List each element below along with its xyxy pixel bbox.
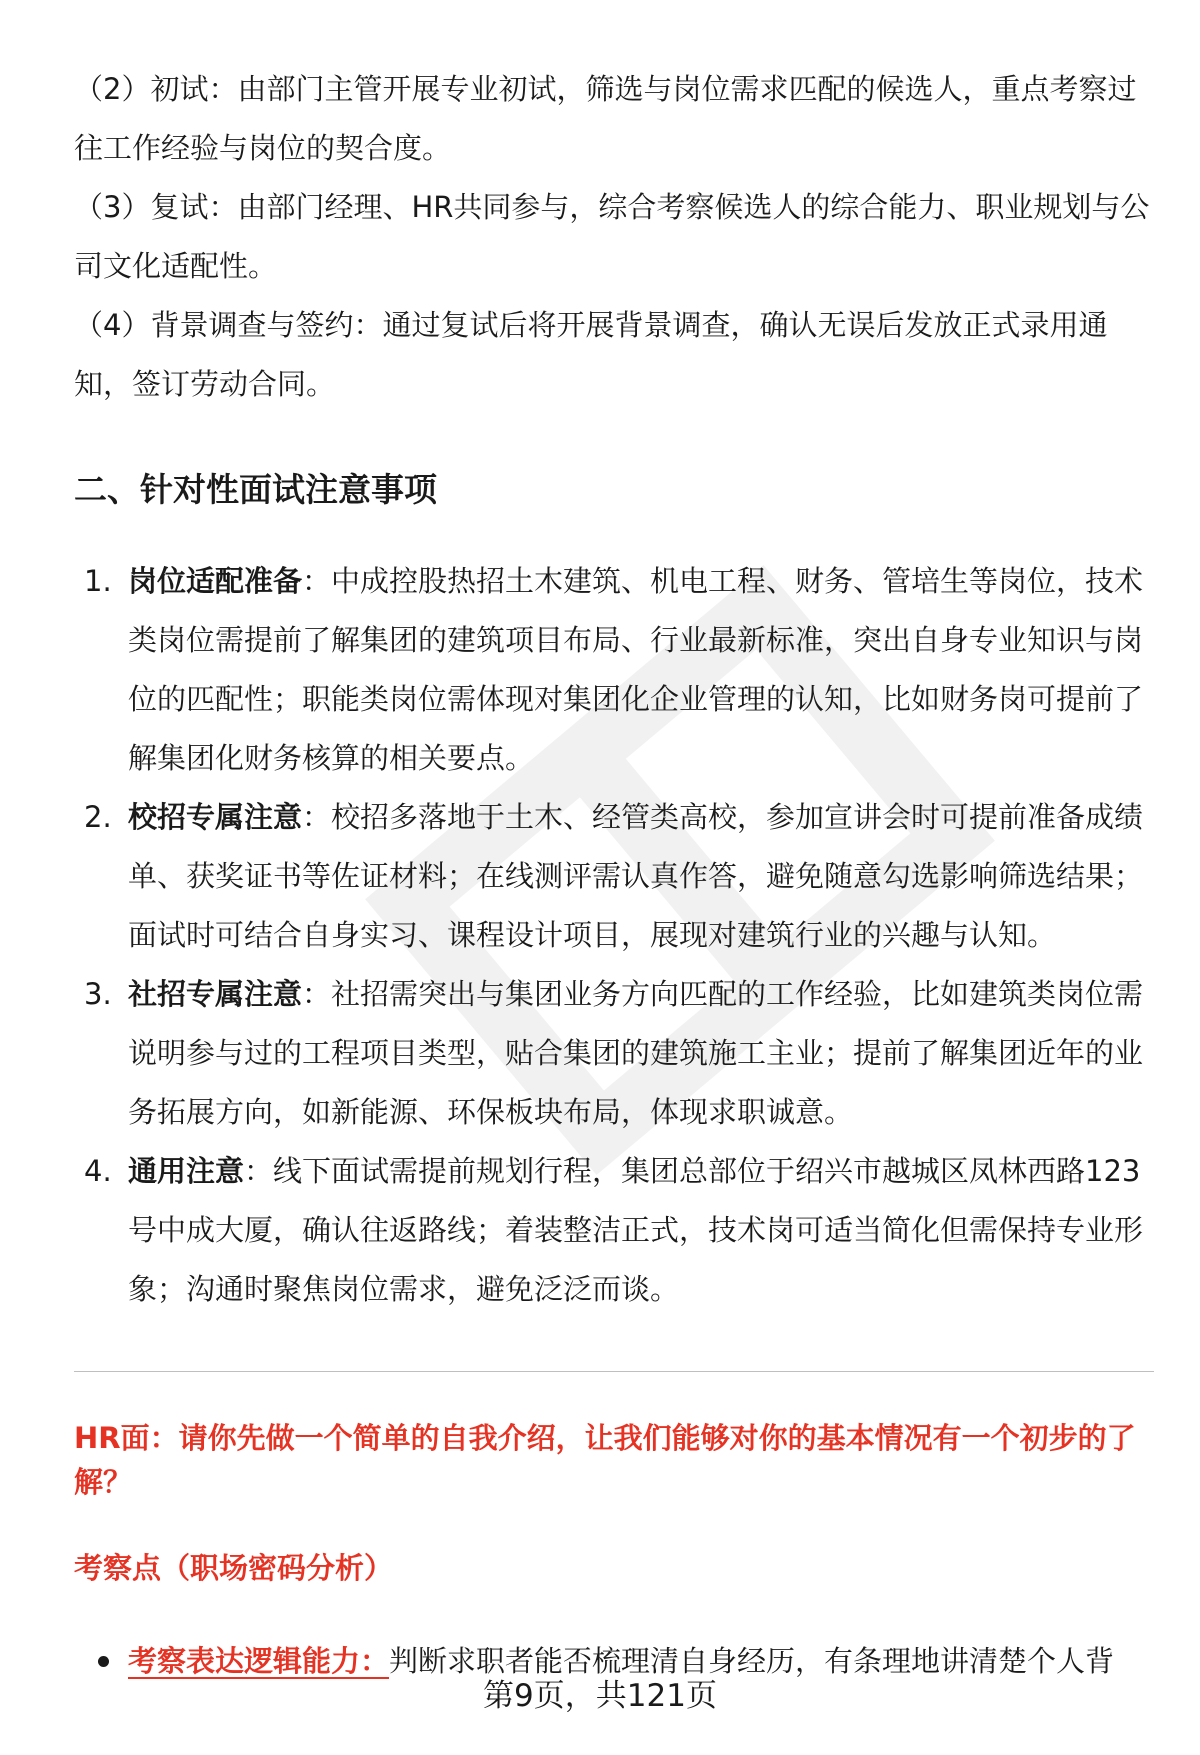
bullet-dot-icon <box>98 1656 109 1667</box>
item-text: ：线下面试需提前规划行程，集团总部位于绍兴市越城区凤林西路123号中成大厦，确认往返路线；着装整洁正式，技术岗可适当简化但需保持专业形象；沟通时聚焦岗位需求，避免泛泛而谈。 <box>128 1154 1144 1306</box>
bullet-lead: 考察表达逻辑能力： <box>128 1644 390 1678</box>
document-page <box>74 0 1154 1686</box>
item-lead: 通用注意 <box>128 1154 245 1188</box>
list-number: 2. <box>84 800 112 834</box>
section-title: 二、针对性面试注意事项 <box>74 470 437 509</box>
analysis-title: 考察点（职场密码分析） <box>74 1551 394 1585</box>
hr-question: HR面：请你先做一个简单的自我介绍，让我们能够对你的基本情况有一个初步的了解？ <box>74 1421 1136 1499</box>
list-number: 1. <box>84 564 112 598</box>
bullet-text: 判断求职者能否梳理清自身经历，有条理地讲清楚个人背 <box>389 1644 1115 1678</box>
intro-paragraph: （4）背景调查与签约：通过复试后将开展背景调查，确认无误后发放正式录用通知，签订劳动合同。 <box>74 308 1108 401</box>
item-text: ：校招多落地于土木、经管类高校，参加宣讲会时可提前准备成绩单、获奖证书等佐证材料；在线测评需认真作答，避免随意勾选影响筛选结果；面试时可结合自身实习、课程设计项目，展现对建筑行业的兴趣与认知。 <box>128 800 1144 952</box>
page-footer: 第9页，共121页 <box>483 1678 717 1714</box>
item-lead: 岗位适配准备 <box>128 564 303 598</box>
list-number: 3. <box>84 977 112 1011</box>
item-lead: 校招专属注意 <box>128 800 303 834</box>
list-item <box>74 552 1154 788</box>
list-number: 4. <box>84 1154 112 1188</box>
divider <box>74 1371 1154 1372</box>
item-lead: 社招专属注意 <box>128 977 303 1011</box>
list-item <box>74 1142 1154 1319</box>
item-text: ：中成控股热招土木建筑、机电工程、财务、管培生等岗位，技术类岗位需提前了解集团的建筑项目布局、行业最新标准，突出自身专业知识与岗位的匹配性；职能类岗位需体现对集团化企业管理的认知，比如财务岗可提前了解集团化财务核算的相关要点。 <box>128 564 1144 775</box>
list-item <box>74 965 1154 1142</box>
list-item <box>74 788 1154 965</box>
intro-paragraph: （2）初试：由部门主管开展专业初试，筛选与岗位需求匹配的候选人，重点考察过往工作经验与岗位的契合度。 <box>74 72 1137 165</box>
notes-list <box>74 552 1154 1319</box>
intro-paragraph: （3）复试：由部门经理、HR共同参与，综合考察候选人的综合能力、职业规划与公司文化适配性。 <box>74 190 1150 283</box>
item-text: ：社招需突出与集团业务方向匹配的工作经验，比如建筑类岗位需说明参与过的工程项目类型，贴合集团的建筑施工主业；提前了解集团近年的业务拓展方向，如新能源、环保板块布局，体现求职诚意。 <box>128 977 1144 1129</box>
